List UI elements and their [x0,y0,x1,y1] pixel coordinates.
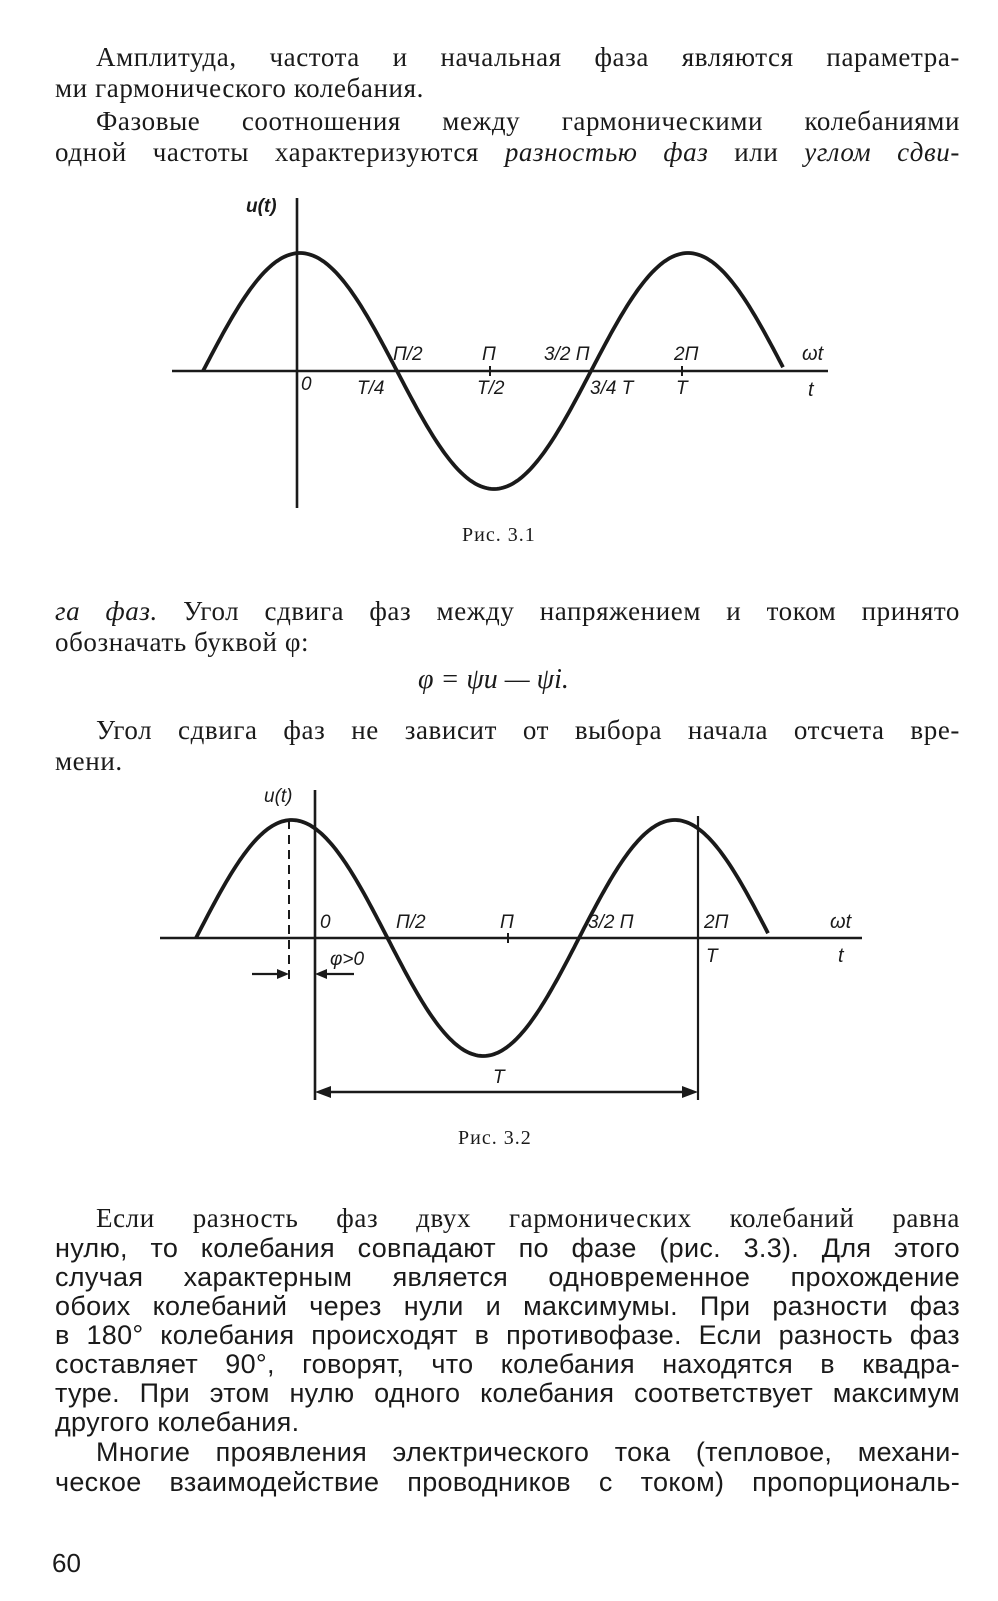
text-line: Угол сдвига фаз не зависит от выбора начала отсчета вре- [96,715,960,745]
text-line: ческое взаимодействие проводников с током) пропорциональ- [55,1467,960,1497]
page-number: 60 [52,1548,81,1578]
period-arrowhead-right [682,1086,698,1098]
text-line: мени. [55,746,123,776]
figure-caption: Рис. 3.2 [458,1127,532,1149]
figure-3-1 [0,180,998,570]
text-line: обоих колебаний через нули и максимумы. При разности фаз [55,1291,960,1321]
figure-3-2 [0,778,998,1128]
formula: φ = ψu — ψi. [418,664,569,695]
y-axis-label: u(t) [246,196,277,217]
text-line [55,137,960,167]
text-line [55,596,960,626]
text-line: случая характерным является одновременное прохождение [55,1262,960,1292]
phase-arrowhead-right [315,969,327,979]
tick-label-t: T [706,946,718,967]
tick-label-pi: П [482,344,496,365]
text-line: обозначать буквой φ: [55,627,310,657]
tick-label-t-4: T/4 [357,378,385,399]
tick-label-0: 0 [301,374,312,395]
tick-label-t: T [676,378,688,399]
tick-label-pi-2: П/2 [393,344,423,365]
text-line: составляет 90°, говорят, что колебания находятся в квадра- [55,1349,960,1379]
text-line: Многие проявления электрического тока (тепловое, механи- [96,1437,960,1467]
x-axis-label-t: t [838,945,844,967]
phase-arrowhead-left [277,969,289,979]
text-line: Амплитуда, частота и начальная фаза являются параметра- [96,42,960,72]
text-line: туре. При этом нулю одного колебания соответствует максимум [55,1378,960,1408]
term-italic: га фаз. [55,596,158,626]
text-line: другого колебания. [55,1407,300,1437]
text-line: в 180° колебания происходят в противофазе. Если разность фаз [55,1320,960,1350]
period-arrowhead-left [315,1086,331,1098]
text-line: Если разность фаз двух гармонических колебаний равна [96,1203,960,1233]
tick-label-3pi-2: 3/2 П [588,912,634,933]
figure-caption: Рис. 3.1 [462,524,536,546]
term-italic: углом сдви- [804,137,960,167]
text-line: ми гармонического колебания. [55,73,424,103]
tick-label-2pi: 2П [704,912,729,933]
text-run: одной частоты характеризуются [55,137,505,167]
y-axis-label: u(t) [264,786,293,807]
x-axis-label-omega-t: ωt [830,911,852,933]
tick-label-3pi-2: 3/2 П [544,344,590,365]
text-line: Фазовые соотношения между гармоническими колебаниями [96,106,960,136]
period-label: T [493,1067,505,1088]
term-italic: разностью фаз [504,137,709,167]
tick-label-2pi: 2П [674,344,699,365]
tick-label-pi-2: П/2 [396,912,426,933]
tick-label-t-2: T/2 [477,378,505,399]
x-axis-label-t: t [808,379,814,401]
tick-label-0: 0 [320,912,331,933]
x-axis-label-omega-t: ωt [802,343,824,365]
text-run: Угол сдвига фаз между напряжением и током принято [157,596,961,626]
text-run: или [708,137,805,167]
phase-label: φ>0 [330,949,365,970]
tick-label-3-4t: 3/4 T [590,378,634,399]
tick-label-pi: П [500,912,514,933]
text-line: нулю, то колебания совпадают по фазе (рис. 3.3). Для этого [55,1233,960,1263]
